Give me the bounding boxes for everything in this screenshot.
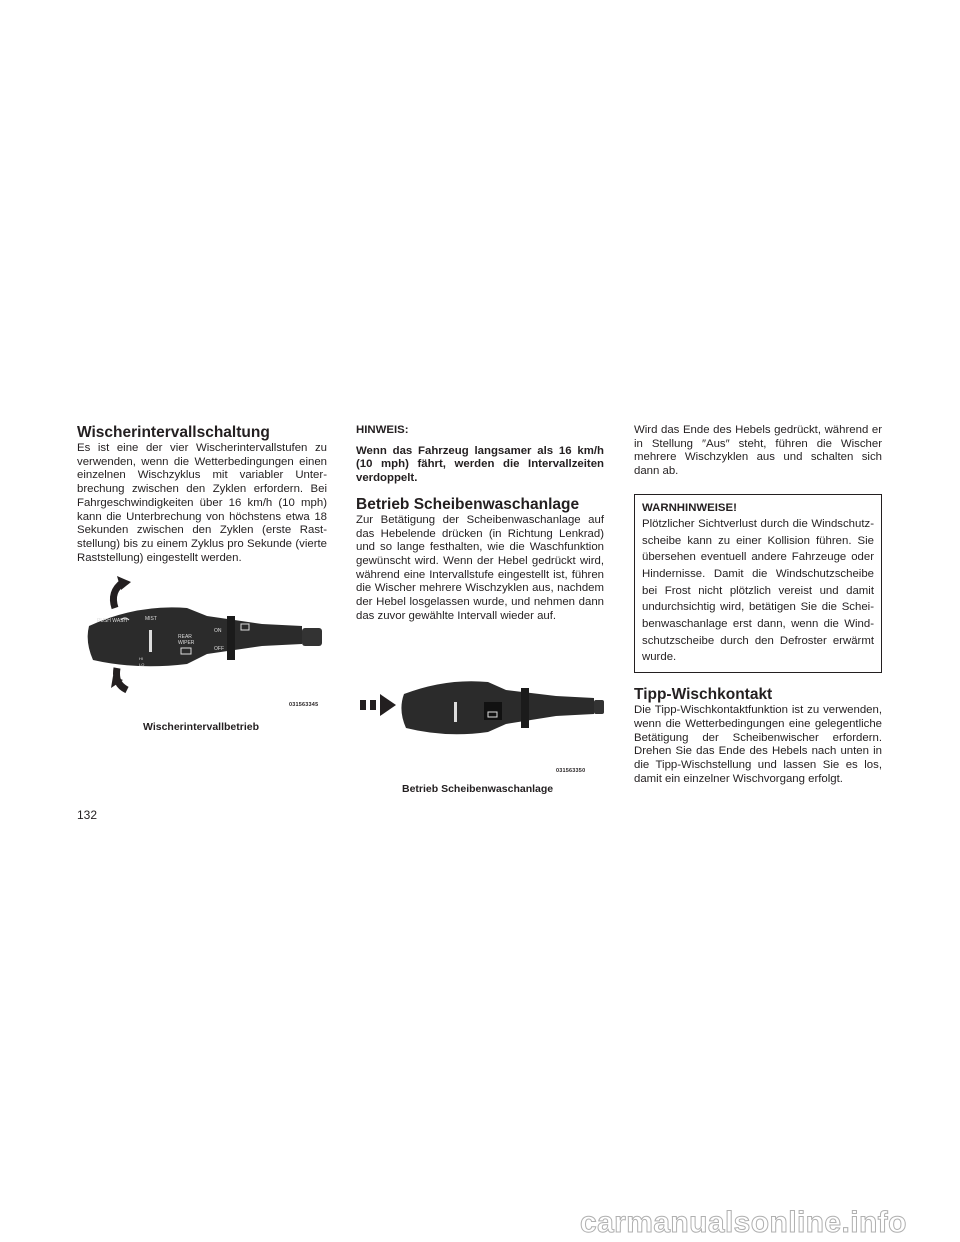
heading-betrieb-scheibenwaschanlage: Betrieb Scheibenwaschanlage [356,495,580,513]
figure-wischerintervallbetrieb [77,576,327,746]
push-arrow-icon [360,694,396,716]
figure-code: 031563350 [556,768,586,774]
heading-tipp-wischkontakt: Tipp-Wischkontakt [634,686,773,704]
washer-lever-illustration [356,672,606,752]
warning-text: Plötzlicher Sichtverlust durch die Windschutzscheibe kann zu einer Kollision führen. Sie übersehen eventuell andere Fahrzeuge oder Hindernisse. Damit die Windschutzscheibe bei Frost nicht plötzlich vereist und damit undurchsichtig wird, betätigen Sie die Scheibenwaschanlage erst dann, wenn die Windschutzscheibe durch den Defroster erwärmt wurde. [642,517,874,664]
column-3 [634,424,882,786]
figure-caption: Betrieb Scheibenwaschanlage [402,783,554,795]
heading-wischerintervallschaltung: Wischerintervallschaltung [77,424,270,441]
column-1 [77,424,327,565]
paragraph-intervall: Es ist eine der vier Wischerintervallstufen zu verwenden, wenn die Wetterbedingungen einen einzelnen Wischzyklus mit variabler Unterbrechung zwischen den Zyklen erfordern. Bei Fahrgeschwindigkeiten über 16 km/h (10 mph) kann die Unterbrechung von höchstens etwa 18 Sekunden zwischen den Zyklen (erste Raststellung) bis zu einem Zyklus pro Sekunde (vierte Raststellung) eingestellt werden. [77,442,327,564]
figure-code: 031563345 [289,702,319,708]
rotate-down-arrow-icon [111,668,127,690]
paragraph-scheibenwaschanlage: Zur Betätigung der Scheibenwaschanlage auf das Hebelende drücken (in Richtung Lenkrad) und so lange festhalten, wie die Waschfunktion gewünscht wird. Wenn der Hebel gedrückt wird, während eine Intervallstufe eingestellt ist, führen die Wischer mehrere Wischzyklen aus, nachdem der Hebel losgelassen wurde, und nehmen dann das zuvor gewählte Intervall wieder auf. [356,513,604,622]
paragraph-tipp-wischkontakt: Die Tipp-Wischkontaktfunktion ist zu verwenden, wenn die Wetterbedingungen eine gelegentliche Betätigung der Scheibenwischer erfordern. Drehen Sie das Ende des Hebels nach unten in die Tipp-Wischstellung und lassen Sie es los, damit ein einzelner Wischvorgang erfolgt. [634,704,882,785]
watermark-text: carmanualsonline.info [580,1206,907,1236]
note-text: Wenn das Fahrzeug langsamer als 16 km/h (10 mph) fährt, werden die Intervallzeiten verdoppelt. [356,444,604,485]
rotate-up-arrow-icon [113,576,131,608]
figure-betrieb-scheibenwaschanlage [356,672,606,802]
note-heading: HINWEIS: [356,424,409,436]
column-2 [356,424,604,623]
paragraph-aus-stellung: Wird das Ende des Hebels gedrückt, während er in Stellung ″Aus″ steht, führen die Wischer mehrere Wischzyklen aus und schalten sich dann ab. [634,424,882,478]
label-wiper: WIPER [178,640,195,646]
watermark-logo [580,1206,950,1236]
label-on: ON [214,628,222,634]
label-hi: HI [139,656,143,661]
label-lo: LO [139,662,145,667]
lever-body [88,607,302,666]
label-off: OFF [214,646,224,652]
wiper-lever-illustration [77,576,327,696]
page-number: 132 [77,808,98,822]
warning-heading: WARNHINWEISE! [642,501,737,514]
label-mist: MIST [145,616,157,622]
figure-caption: Wischerintervallbetrieb [143,721,260,733]
warning-box [634,494,882,673]
label-rear: REAR [178,634,192,640]
label-push-wash: PUSH WASH [97,618,128,624]
